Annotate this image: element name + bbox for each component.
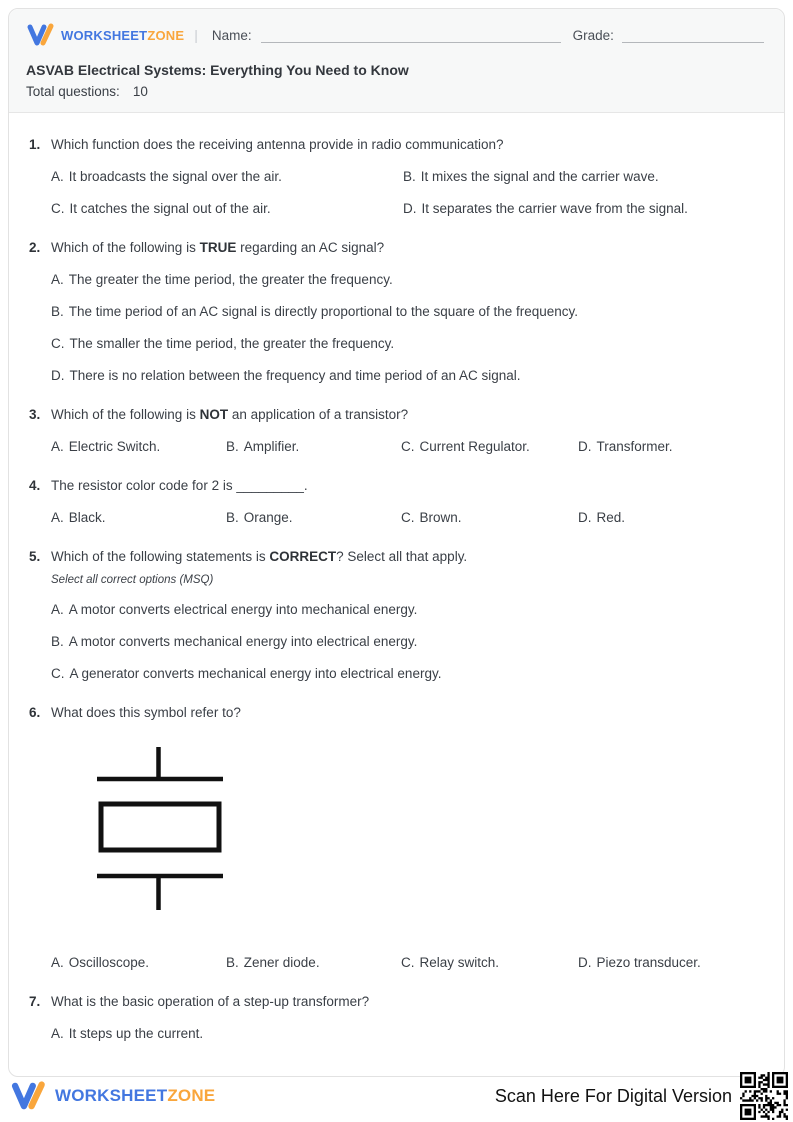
option-d: D. It separates the carrier wave from the signal. — [403, 201, 688, 216]
worksheetzone-w-icon — [10, 1080, 48, 1112]
option-a: A. The greater the time period, the greater the frequency. — [51, 272, 393, 287]
question-number: 6. — [29, 705, 41, 720]
total-questions-label: Total questions: — [26, 84, 120, 99]
crystal-piezo-symbol — [97, 746, 223, 912]
question-text: What is the basic operation of a step-up transformer? — [51, 994, 370, 1009]
question-6 — [29, 704, 756, 972]
option-a: A. Black. — [51, 510, 106, 525]
worksheet-title: ASVAB Electrical Systems: Everything You Need to Know — [26, 62, 409, 78]
option-c: C. Brown. — [401, 510, 462, 525]
option-c: C. A generator converts mechanical energy into electrical energy. — [51, 666, 442, 681]
question-text: Which of the following is TRUE regarding an AC signal? — [51, 240, 385, 255]
footer-brand-text: WORKSHEETZONE — [55, 1086, 216, 1105]
option-b: B. Zener diode. — [226, 955, 320, 970]
option-c: C. Relay switch. — [401, 955, 500, 970]
option-d: D. Red. — [578, 510, 626, 525]
question-number: 5. — [29, 549, 41, 564]
option-c: C. Current Regulator. — [401, 439, 530, 454]
question-4 — [29, 477, 756, 527]
brand-logo — [26, 23, 184, 47]
worksheet-header — [9, 9, 784, 113]
header-divider: | — [194, 27, 198, 43]
option-a: A. A motor converts electrical energy into mechanical energy. — [51, 602, 418, 617]
option-a: A. Oscilloscope. — [51, 955, 150, 970]
question-text: Which of the following is NOT an application of a transistor? — [51, 407, 409, 422]
option-d: D. Piezo transducer. — [578, 955, 701, 970]
option-c: C. The smaller the time period, the greater the frequency. — [51, 336, 395, 351]
question-text: The resistor color code for 2 is _________. — [51, 478, 308, 493]
question-7 — [29, 993, 756, 1043]
name-label: Name: — [211, 27, 252, 43]
option-d: D. There is no relation between the frequency and time period of an AC signal. — [51, 368, 521, 383]
total-questions — [26, 84, 764, 99]
option-b: B. The time period of an AC signal is directly proportional to the square of the frequency. — [51, 304, 579, 319]
option-d: D. Transformer. — [578, 439, 673, 454]
option-b: B. Orange. — [226, 510, 293, 525]
total-questions-value: 10 — [132, 84, 148, 99]
questions-area — [9, 113, 784, 1043]
question-2 — [29, 239, 756, 385]
option-a: A. It broadcasts the signal over the air. — [51, 169, 282, 184]
page-footer — [10, 1072, 788, 1120]
option-a: A. Electric Switch. — [51, 439, 161, 454]
question-1 — [29, 136, 756, 218]
question-text: Which of the following statements is CORRECT? Select all that apply. — [51, 549, 468, 564]
question-text: What does this symbol refer to? — [51, 705, 241, 720]
worksheetzone-w-icon — [26, 23, 56, 47]
worksheet-page — [8, 8, 785, 1077]
brand-text: WORKSHEETZONE — [61, 27, 185, 43]
question-number: 2. — [29, 240, 41, 255]
question-number: 7. — [29, 994, 41, 1009]
question-number: 1. — [29, 137, 41, 152]
footer-brand-logo — [10, 1080, 215, 1112]
name-write-line — [261, 27, 561, 43]
question-text: Which function does the receiving antenna provide in radio communication? — [51, 137, 504, 152]
option-b: B. A motor converts mechanical energy into electrical energy. — [51, 634, 418, 649]
question-number: 4. — [29, 478, 41, 493]
grade-label: Grade: — [572, 27, 614, 43]
question-5 — [29, 548, 756, 683]
qr-code — [740, 1072, 788, 1120]
option-b: B. It mixes the signal and the carrier wave. — [403, 169, 659, 184]
scan-here-text: Scan Here For Digital Version — [494, 1085, 732, 1106]
option-b: B. Amplifier. — [226, 439, 300, 454]
option-a: A. It steps up the current. — [51, 1026, 204, 1041]
question-3 — [29, 406, 756, 456]
option-c: C. It catches the signal out of the air. — [51, 201, 271, 216]
question-number: 3. — [29, 407, 41, 422]
question-note: Select all correct options (MSQ) — [51, 574, 214, 586]
grade-write-line — [622, 27, 764, 43]
